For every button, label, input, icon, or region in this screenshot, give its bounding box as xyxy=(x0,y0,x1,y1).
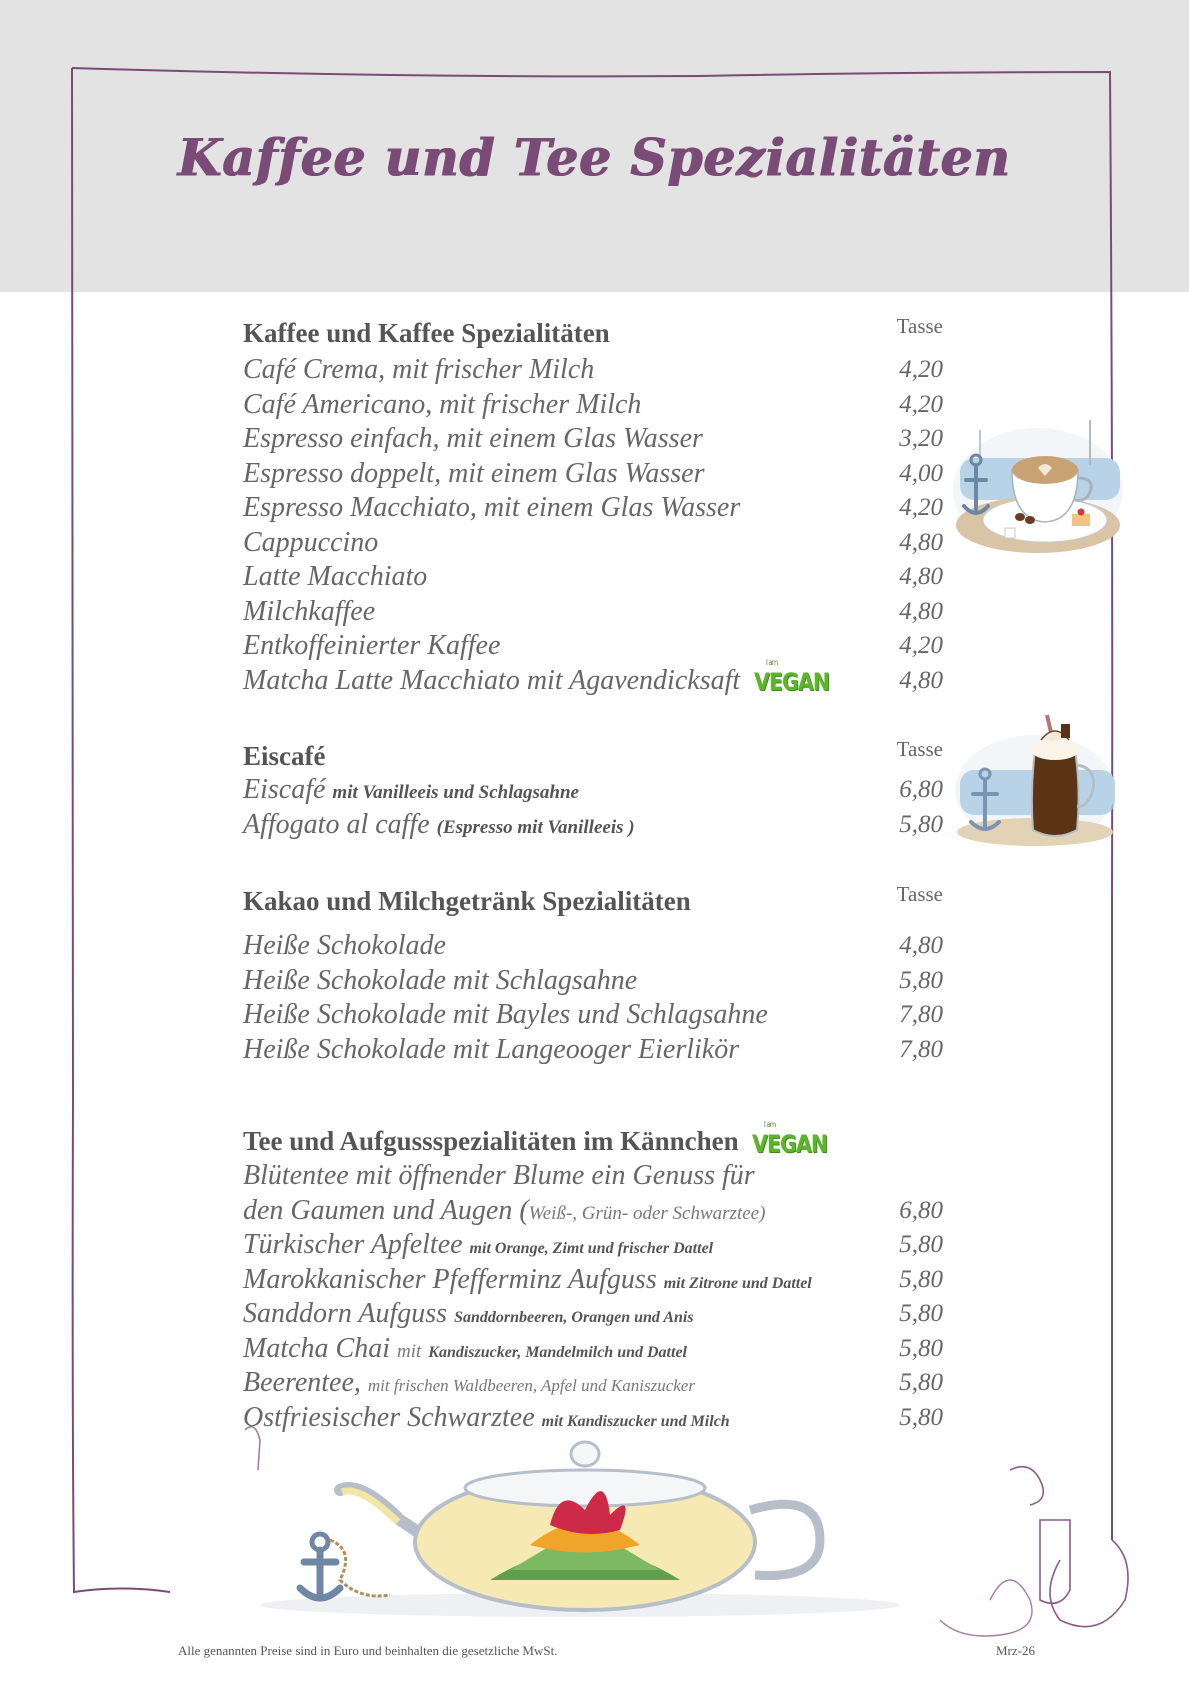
menu-item xyxy=(243,527,943,562)
section-title: Kakao und Milchgetränk Spezialitäten xyxy=(243,886,691,916)
item-name xyxy=(243,1264,812,1296)
page-title: Kaffee und Tee Spezialitäten xyxy=(178,127,1011,188)
item-price: 4,80 xyxy=(899,597,943,625)
item-description: mit Vanilleeis und Schlagsahne xyxy=(332,782,579,803)
vegan-badge-label: VEGAN xyxy=(752,1129,828,1158)
item-price: 4,20 xyxy=(899,356,943,383)
item-name xyxy=(243,1298,694,1330)
menu-item xyxy=(243,1333,943,1368)
menu-item xyxy=(243,596,943,631)
item-price: 4,80 xyxy=(899,563,943,590)
vegan-badge-label: VEGAN xyxy=(754,668,830,697)
menu-item xyxy=(243,458,943,493)
item-title: Beerentee, xyxy=(243,1367,361,1398)
item-name: Heiße Schokolade xyxy=(243,930,446,961)
item-description: mit Zitrone und Dattel xyxy=(663,1274,812,1292)
item-name xyxy=(243,1195,765,1227)
item-name: Espresso einfach, mit einem Glas Wasser xyxy=(243,423,703,454)
item-price: 5,80 xyxy=(899,1265,943,1293)
menu-item xyxy=(243,1367,943,1402)
menu-item xyxy=(243,630,943,668)
section-kakao xyxy=(243,882,943,1068)
menu-item xyxy=(243,930,943,965)
item-title: Eiscafé xyxy=(243,774,326,805)
footer-code: Mrz-26 xyxy=(996,1643,1035,1658)
menu-item xyxy=(243,1264,943,1299)
item-description: mit frischen Waldbeeren, Apfel und Kaniszucker xyxy=(367,1376,695,1395)
item-price: 7,80 xyxy=(899,1035,943,1063)
item-description: mit Kandiszucker und Milch xyxy=(541,1412,730,1430)
section-title-text: Tee und Aufgussspezialitäten im Kännchen xyxy=(243,1126,739,1156)
menu-item xyxy=(243,561,943,596)
item-price: 4,20 xyxy=(899,390,943,418)
item-name: Espresso doppelt, mit einem Glas Wasser xyxy=(243,457,705,489)
item-title: den Gaumen und Augen ( xyxy=(243,1194,529,1226)
footer-note: Alle genannten Preise sind in Euro und beinhalten die gesetzliche MwSt. xyxy=(178,1643,558,1658)
item-title: Türkischer Apfeltee xyxy=(243,1229,463,1260)
item-price: 4,80 xyxy=(899,932,943,959)
item-title: Matcha Chai xyxy=(243,1332,390,1364)
blooming-tea-pot-illustration xyxy=(260,1430,920,1620)
menu-item xyxy=(243,774,943,809)
vegan-badge-small: I am xyxy=(766,658,778,668)
item-price: 5,80 xyxy=(899,966,943,994)
item-name: Café Americano, mit frischer Milch xyxy=(243,388,642,420)
item-title: Marokkanischer Pfefferminz Aufguss xyxy=(243,1263,657,1295)
item-description: mit Orange, Zimt und frischer Dattel xyxy=(469,1240,714,1257)
item-price: 5,80 xyxy=(899,1403,943,1431)
item-name: Latte Macchiato xyxy=(243,561,428,592)
menu-item xyxy=(243,389,943,424)
vegan-badge-small: I am xyxy=(764,1119,776,1129)
item-description: (Espresso mit Vanilleeis ) xyxy=(436,816,635,838)
menu-item xyxy=(243,354,943,389)
menu-item xyxy=(243,1034,943,1069)
item-name: Café Crema, mit frischer Milch xyxy=(243,354,595,385)
item-price: 4,80 xyxy=(899,528,943,556)
item-price: 4,00 xyxy=(899,459,943,487)
item-price: 7,80 xyxy=(899,1001,943,1028)
item-description: Weiß-, Grün- oder Schwarztee) xyxy=(528,1202,766,1224)
menu-item xyxy=(243,999,943,1034)
item-price: 5,80 xyxy=(899,1231,943,1258)
item-price: 4,20 xyxy=(899,494,943,521)
section-kaffee xyxy=(243,314,943,699)
menu-item xyxy=(243,1229,943,1264)
section-title: Kaffee und Kaffee Spezialitäten xyxy=(243,318,610,348)
item-description: Kandiszucker, Mandelmilch und Dattel xyxy=(428,1343,687,1361)
menu-item xyxy=(243,423,943,458)
item-name: Milchkaffee xyxy=(243,595,376,627)
section-title: Eiscafé xyxy=(243,741,326,771)
menu-item xyxy=(243,658,943,700)
item-price: 5,80 xyxy=(899,1334,943,1362)
item-price: 5,80 xyxy=(899,1300,943,1327)
item-name xyxy=(243,1402,730,1434)
item-name xyxy=(243,809,635,841)
iced-coffee-harbor-illustration xyxy=(955,710,1120,850)
item-name xyxy=(243,1367,695,1399)
menu-item xyxy=(243,1195,943,1230)
section-title xyxy=(243,1119,840,1158)
item-description: Sanddornbeeren, Orangen und Anis xyxy=(454,1309,694,1326)
item-price: 6,80 xyxy=(899,1196,943,1224)
menu-item xyxy=(243,1298,943,1333)
cappuccino-harbor-illustration xyxy=(950,410,1125,560)
item-name-with-badge xyxy=(243,658,842,697)
item-price: 5,80 xyxy=(899,1369,943,1396)
unit-label: Tasse xyxy=(896,314,943,338)
vegan-badge-icon xyxy=(752,1119,828,1158)
item-name: Heiße Schokolade mit Schlagsahne xyxy=(243,964,638,996)
section-eiscafe xyxy=(243,737,943,843)
item-name: Blütentee mit öffnender Blume ein Genuss für xyxy=(243,1160,755,1191)
unit-label: Tasse xyxy=(896,882,943,906)
item-name: Heiße Schokolade mit Langeooger Eierlikör xyxy=(243,1033,740,1065)
section-tee xyxy=(243,1119,943,1436)
vegan-badge-icon xyxy=(754,658,830,697)
menu-item xyxy=(243,809,943,844)
item-price: 5,80 xyxy=(899,810,943,838)
item-name: Matcha Latte Macchiato mit Agavendicksaft xyxy=(243,664,741,696)
item-price: 4,20 xyxy=(899,632,943,659)
item-name xyxy=(243,1333,687,1365)
item-name xyxy=(243,774,579,806)
item-title: Affogato al caffe xyxy=(243,808,430,840)
item-name: Entkoffeinierter Kaffee xyxy=(243,630,501,661)
item-price: 6,80 xyxy=(899,776,943,803)
item-name: Heiße Schokolade mit Bayles und Schlagsahne xyxy=(243,999,768,1030)
item-title: Sanddorn Aufguss xyxy=(243,1298,448,1329)
item-name: Espresso Macchiato, mit einem Glas Wasser xyxy=(243,492,741,523)
menu-item xyxy=(243,965,943,1000)
menu-item xyxy=(243,492,943,527)
unit-label: Tasse xyxy=(896,737,943,761)
item-title: Ostfriesischer Schwarztee xyxy=(243,1401,535,1433)
item-name xyxy=(243,1229,713,1261)
menu-item xyxy=(243,1160,943,1195)
item-description-prefix: mit xyxy=(397,1340,422,1362)
item-price: 3,20 xyxy=(899,425,943,452)
item-name: Cappuccino xyxy=(243,526,379,558)
item-price: 4,80 xyxy=(899,666,943,694)
